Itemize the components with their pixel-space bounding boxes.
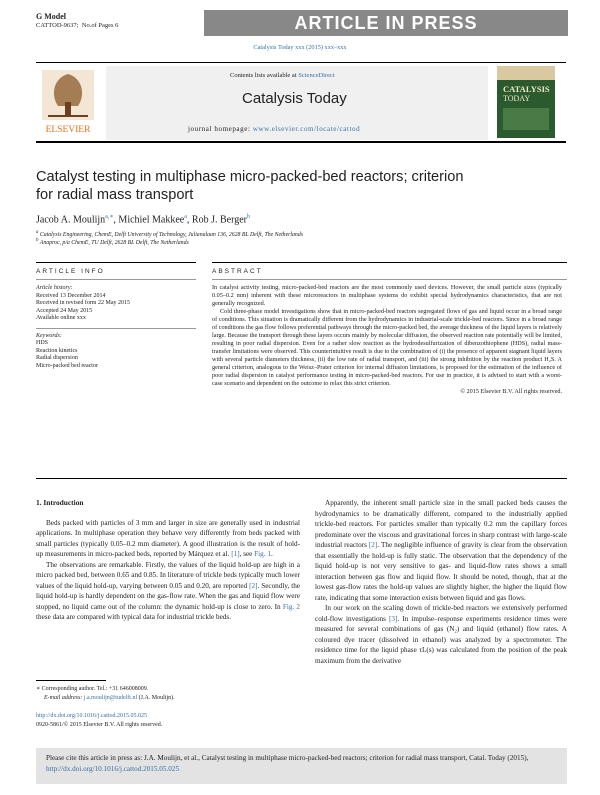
history-item: Received in revised form 22 May 2015 [36, 300, 130, 306]
article-info-subrule [36, 279, 196, 280]
figure-link[interactable]: Fig. 1 [254, 550, 271, 558]
abstract-paragraph: In catalyst activity testing, micro-packed-bed reactors are the most commonly used devices. However, the small particle sizes (typically 0.05–0.2 mm) inherent with these microreactors in multiphase systems do exhibit special hydrodynamics characteristics, that are not generally recognized. [212, 284, 562, 307]
abstract-rule [212, 262, 567, 263]
homepage-prefix: journal homepage: [188, 125, 251, 133]
abstract-body [212, 284, 562, 396]
body-text: The observations are remarkable. Firstly, the values of the liquid hold-up are high in a micro packed bed, between 0.65 and 0.85. In literature of trickle beds typically much lower values of the liquid hold-up, varying between 0.05 and 0.20, are reported [36, 560, 300, 590]
reference-link[interactable]: [3] [389, 614, 398, 623]
body-paragraph [36, 560, 300, 623]
author-name[interactable]: Michiel Makkee [118, 214, 185, 226]
contents-prefix: Contents lists available at [230, 72, 297, 79]
history-item: Accepted 24 May 2015 [36, 307, 93, 314]
article-info-heading: ARTICLE INFO [36, 268, 105, 275]
article-in-press-banner: ARTICLE IN PRESS [204, 10, 568, 36]
issn-line: 0920-5861/© 2015 Elsevier B.V. All rights reserved. [36, 721, 163, 728]
keyword: Micro-packed bed reactor [36, 362, 98, 369]
body-text: . The negligible influence of gravity is clear from the observation that essentially the hold-up is fully static. The observation that the dependency of the liquid hold-up is not very sensitive to gas- and liquid-flow rates shows a small interaction between gas flow and liquid flow. It should be noted, though, that at the lowest gas-flow rates the hold-up values are slightly higher, the higher the liquid flow rate, indicating that some interaction exists between liquid and gas flows. [315, 541, 567, 602]
body-text: . Secondly, the liquid hold-up is hardly dependent on the gas-flow rate. When the gas and liquid flow were stopped, no liquid came out of the column: the dynamic hold-up is close to zero. In [36, 581, 300, 611]
homepage-link[interactable]: www.elsevier.com/locate/cattod [252, 125, 361, 133]
body-paragraph [315, 603, 567, 666]
body-text: Beds packed with particles of 3 mm and larger in size are generally used in industrial applications. In multiphase operation they behave very differently from beds packed with small particles (typically 0.05–0.2 mm diameter). A good illustration is the result of hold-up measurements in micro-packed beds, reported by Márquez et al. [36, 518, 300, 558]
author-affiliation-marker[interactable]: a [184, 214, 187, 220]
catalog-id [36, 22, 118, 29]
footnotes [36, 685, 300, 702]
article-title-line1: Catalyst testing in multiphase micro-packed-bed reactors; criterion [36, 169, 464, 185]
corresponding-author-note: ∗ Corresponding author. Tel.: +31 646008009. [36, 686, 149, 692]
affiliation-marker: a [36, 230, 39, 235]
copyright-notice: © 2015 Elsevier B.V. All rights reserved. [460, 388, 562, 395]
affiliation [36, 238, 189, 246]
reference-link[interactable]: [2] [368, 541, 378, 549]
affiliation-marker: b [36, 238, 39, 243]
header-rule-top [36, 62, 566, 63]
body-paragraph [36, 518, 300, 560]
body-text: Apparently, the inherent small particle size in the small packed beds causes the hydrodynamics to be dramatically different, compared to the industrially applied trickle-bed reactors. For particles smaller than typically 0.2 mm the capillary forces predominate over the viscous and gravitational forces in sharp contrast with large-scale industrial reactors [315, 499, 567, 549]
history-item: Received 13 December 2014 [36, 292, 106, 299]
reference-link[interactable]: [1] [231, 550, 240, 558]
abstract-heading: ABSTRACT [212, 268, 263, 275]
keyword: Reaction kinetics [36, 347, 78, 354]
body-column-left [36, 498, 300, 623]
author-affiliation-marker[interactable]: a,∗ [105, 214, 114, 220]
doi-link[interactable]: http://dx.doi.org/10.1016/j.cattod.2015.05.025 [36, 713, 148, 719]
contents-line [230, 72, 335, 79]
front-matter-rule [36, 478, 567, 479]
abstract-paragraph: Cold three-phase model investigations show that in micro-packed-bed reactors segregated flows of gas and liquid occur in a broad range of conditions. This situation is dramatically different from the hydrodynamics in industrial-scale trickle-bed reactors. Since in a broad range of conditions the gas flow follows preferential pathways through the micro-packed bed, the average thickness of the liquid layers is relatively large. Because the transport through these layers occurs mainly by molecular diffusion, the observed reaction rate potentially will be limited, resulting in poor radial dispersion. Even for a rather slow reaction as the hydrodesulfurization of dibenzothiophene (HDS), radial mass-transfer limitations were observed. This counterintuitive result is due to the combination of (i) the presence of apparent stagnant liquid layers with several particle diameters thickness, (ii) the low rate of radial transport, and (iii) the strong inhibition by the reaction product H₂S. A general criterion, analogous to the Weisz–Prater criterion for internal diffusion limitations, is proposed for the estimation of the influence of poor radial dispersion in catalyst performance testing in micro-packed-bed reactors. For use in practice, it is advised to start with a worst-case scenario and dependent on the outcome to relax this strict criterion. [212, 308, 563, 387]
keywords-divider [36, 328, 196, 329]
history-item: Available online xxx [36, 315, 86, 321]
history-label: Article history: [36, 285, 73, 291]
body-text: these data are compared with typical data for industrial trickle beds. [36, 613, 231, 621]
keywords-label: Keywords: [36, 332, 62, 339]
journal-citation-line[interactable]: Catalysis Today xxx (2015) xxx–xxx [253, 44, 347, 51]
header-rule-bottom [36, 141, 566, 143]
catalog-id-text: CATTOD-9637; [36, 22, 79, 29]
author-name[interactable]: Rob J. Berger [191, 214, 247, 226]
body-text: In our work on the scaling down of trickle-bed reactors we extensively performed cold-flow investigations [315, 604, 567, 623]
email-link[interactable]: j.a.moulijn@tudelft.nl [83, 694, 138, 701]
author-list: Jacob A. Moulijn$^{a,∗}$, Michiel Makkee$^a$, Rob J. Berger$^b$ [36, 214, 250, 226]
cite-doi-link[interactable]: http://dx.doi.org/10.1016/j.cattod.2015.05.025 [46, 764, 180, 773]
reference-link[interactable]: [2] [249, 581, 258, 590]
author-affiliation-marker[interactable]: b [247, 214, 250, 220]
author-name[interactable]: Jacob A. Moulijn [36, 214, 106, 226]
keyword: Radial dispersion [36, 355, 78, 361]
body-text: , see [239, 550, 255, 558]
article-title-line2: for radial mass transport [36, 187, 194, 203]
email-note [36, 694, 300, 703]
body-text: . [270, 550, 273, 558]
figure-link[interactable]: Fig. 2 [282, 602, 301, 611]
body-column-right [315, 498, 567, 666]
journal-title: Catalysis Today [242, 90, 347, 107]
affiliation [36, 230, 303, 238]
article-title [36, 168, 556, 204]
journal-homepage-line [188, 125, 360, 133]
body-text: . In impulse–response experiments residence times were measured for several combinations of gas (N₂) and liquid (ethanol) flow rates. A coloured dye tracer (dissolved in ethanol) was analyzed by a spectrometer. The residence time for the liquid phase τL(s) was calculated from the position of the peak maximum from the derivative [315, 614, 567, 665]
section-heading: 1. Introduction [36, 498, 84, 507]
affiliation-text: Anaproc, p/a ChemE, TU Delft, 2628 BL Delft, The Netherlands [39, 239, 189, 246]
email-label: E-mail address: [44, 694, 84, 701]
body-paragraph [315, 498, 567, 603]
page-count: No.of Pages 6 [81, 22, 119, 29]
sciencedirect-link[interactable]: ScienceDirect [298, 72, 335, 79]
journal-cover [497, 66, 555, 138]
email-suffix: (J.A. Moulijn). [137, 694, 175, 701]
g-model-label: G Model [36, 12, 66, 21]
affiliation-text: Catalysis Engineering, ChemE, Delft University of Technology, Julianalaan 136, 2628 BL Delft, The Netherlands [39, 231, 303, 238]
article-info-panel [36, 285, 196, 370]
article-info-rule [36, 262, 196, 263]
cover-title: CATALYSIS [503, 84, 550, 94]
cite-this-article-text [46, 753, 561, 774]
cite-text: Please cite this article in press as: J.A. Moulijn, et al., Catalyst testing in multiphase micro-packed-bed reactors; criterion for radial mass transport, Catal. Today (2015), [46, 754, 529, 762]
elsevier-logo [36, 66, 100, 138]
cover-subtitle: TODAY [503, 94, 531, 103]
abstract-subrule [212, 279, 567, 280]
elsevier-logo-text: ELSEVIER [45, 125, 91, 135]
doi-block [36, 712, 162, 729]
footnote-rule [36, 680, 106, 681]
keyword: HDS [36, 340, 49, 346]
